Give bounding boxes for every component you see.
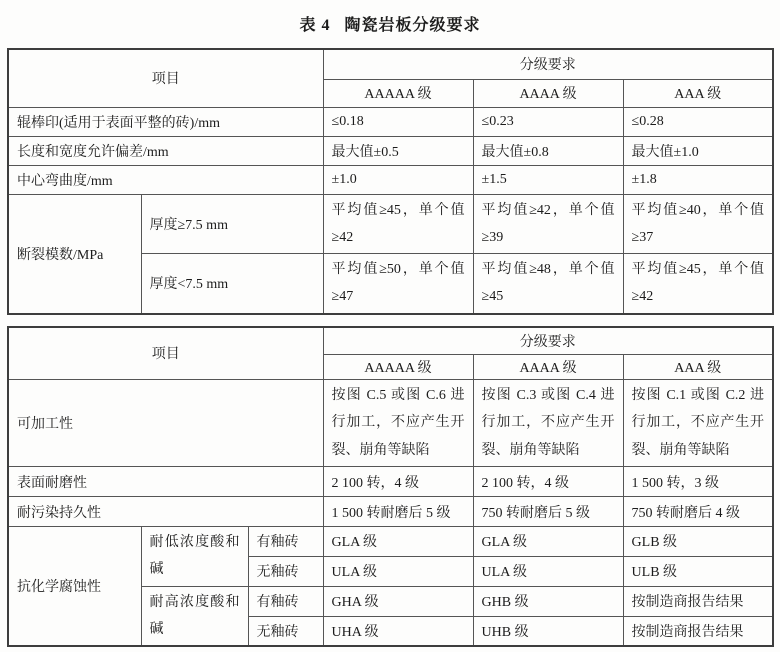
value-cell: 最大值±0.5 [323, 136, 473, 165]
thickness-label: 厚度≥7.5 mm [141, 194, 323, 254]
item-label-modulus: 断裂模数/MPa [8, 194, 141, 314]
value-cell: 1 500 转，3 级 [623, 467, 773, 497]
value-cell: 最大值±0.8 [473, 136, 623, 165]
table-row [8, 497, 773, 527]
table-row [8, 165, 773, 194]
value-cell: 平均值≥40，单个值≥37 [623, 194, 773, 254]
value-cell: UHB 级 [473, 616, 623, 646]
item-label: 中心弯曲度/mm [8, 165, 323, 194]
value-cell: 按制造商报告结果 [623, 616, 773, 646]
header-grade-aaaaa: AAAAA 级 [323, 355, 473, 380]
item-label-chemical: 抗化学腐蚀性 [8, 527, 141, 647]
value-cell: 按图 C.3 或图 C.4 进行加工，不应产生开裂、崩角等缺陷 [473, 380, 623, 467]
table-title-text: 陶瓷岩板分级要求 [344, 17, 481, 34]
value-cell: GHA 级 [323, 586, 473, 616]
item-label: 长度和宽度允许偏差/mm [8, 136, 323, 165]
value-cell: GHB 级 [473, 586, 623, 616]
header-item: 项目 [8, 327, 323, 380]
header-grade-aaaaa: AAAAA 级 [323, 79, 473, 107]
grading-table-1 [7, 48, 774, 315]
value-cell: 2 100 转，4 级 [323, 467, 473, 497]
value-cell: 最大值±1.0 [623, 136, 773, 165]
table-title [0, 0, 780, 35]
glaze-type-label: 有釉砖 [248, 586, 323, 616]
value-cell: ±1.0 [323, 165, 473, 194]
table-row [8, 527, 773, 557]
value-cell: ±1.8 [623, 165, 773, 194]
value-cell: 平均值≥42，单个值≥39 [473, 194, 623, 254]
item-label: 可加工性 [8, 380, 323, 467]
table-number: 表 4 [299, 17, 331, 34]
value-cell: 平均值≥45，单个值≥42 [323, 194, 473, 254]
glaze-type-label: 有釉砖 [248, 527, 323, 557]
glaze-type-label: 无釉砖 [248, 616, 323, 646]
item-label: 辊棒印(适用于表面平整的砖)/mm [8, 107, 323, 136]
value-cell: ≤0.23 [473, 107, 623, 136]
table-row [8, 107, 773, 136]
thickness-label: 厚度<7.5 mm [141, 254, 323, 314]
value-cell: ±1.5 [473, 165, 623, 194]
value-cell: 按图 C.5 或图 C.6 进行加工，不应产生开裂、崩角等缺陷 [323, 380, 473, 467]
value-cell: ULA 级 [323, 556, 473, 586]
value-cell: ULB 级 [623, 556, 773, 586]
value-cell: ≤0.28 [623, 107, 773, 136]
value-cell: 1 500 转耐磨后 5 级 [323, 497, 473, 527]
acid-group-label: 耐高浓度酸和碱 [141, 586, 248, 646]
header-grade-aaa: AAA 级 [623, 79, 773, 107]
acid-group-label: 耐低浓度酸和碱 [141, 527, 248, 587]
glaze-type-label: 无釉砖 [248, 556, 323, 586]
value-cell: 按图 C.1 或图 C.2 进行加工，不应产生开裂、崩角等缺陷 [623, 380, 773, 467]
value-cell: 2 100 转，4 级 [473, 467, 623, 497]
header-grade-aaaa: AAAA 级 [473, 355, 623, 380]
table-row [8, 136, 773, 165]
grading-table-2 [7, 326, 774, 648]
item-label: 耐污染持久性 [8, 497, 323, 527]
value-cell: ULA 级 [473, 556, 623, 586]
header-grade-aaa: AAA 级 [623, 355, 773, 380]
value-cell: UHA 级 [323, 616, 473, 646]
value-cell: 平均值≥48，单个值≥45 [473, 254, 623, 314]
value-cell: ≤0.18 [323, 107, 473, 136]
value-cell: 按制造商报告结果 [623, 586, 773, 616]
value-cell: GLB 级 [623, 527, 773, 557]
value-cell: GLA 级 [473, 527, 623, 557]
value-cell: 750 转耐磨后 5 级 [473, 497, 623, 527]
item-label: 表面耐磨性 [8, 467, 323, 497]
value-cell: 平均值≥45，单个值≥42 [623, 254, 773, 314]
table-row [8, 380, 773, 467]
header-grade-aaaa: AAAA 级 [473, 79, 623, 107]
value-cell: 750 转耐磨后 4 级 [623, 497, 773, 527]
header-item: 项目 [8, 49, 323, 107]
tables-container [0, 48, 780, 647]
table-gap [7, 315, 780, 326]
value-cell: GLA 级 [323, 527, 473, 557]
table-row [8, 194, 773, 254]
table-row [8, 467, 773, 497]
header-grading-group: 分级要求 [323, 49, 773, 79]
header-grading-group: 分级要求 [323, 327, 773, 355]
value-cell: 平均值≥50，单个值≥47 [323, 254, 473, 314]
